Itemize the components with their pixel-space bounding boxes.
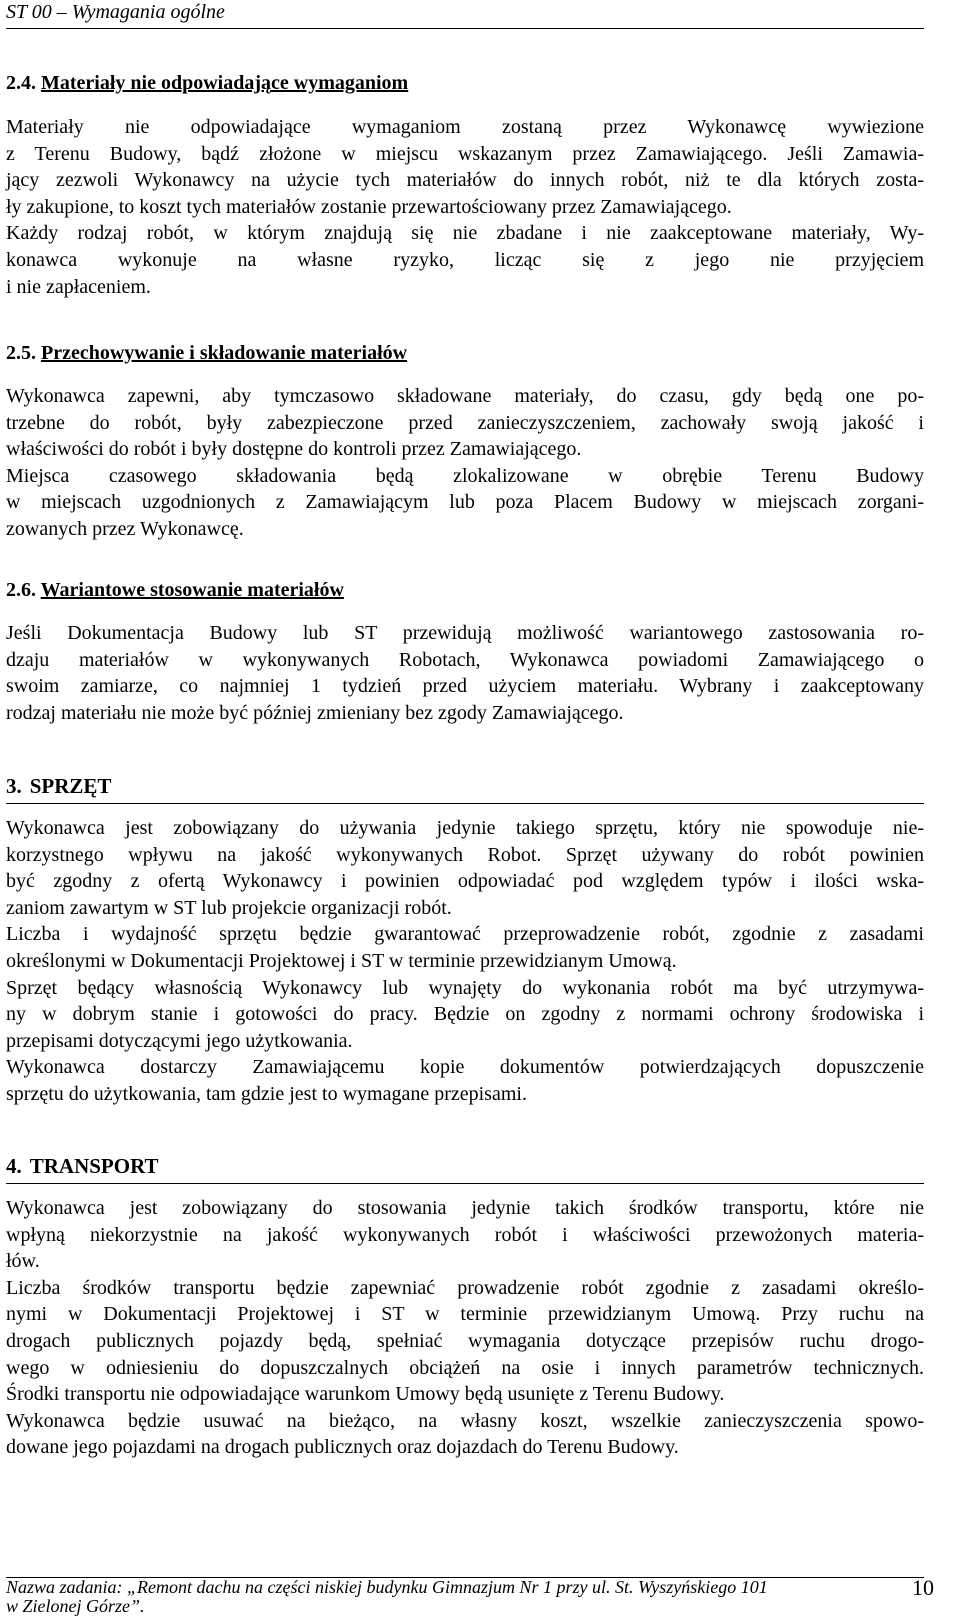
section-4-heading (6, 1153, 924, 1179)
section-2-5-heading (6, 340, 924, 366)
paragraph-line: określonymi w Dokumentacji Projektowej i ST w terminie przewidzianym Umową. (6, 949, 677, 972)
paragraph-line: Wykonawca dostarczy Zamawiającemu kopie dokumentów potwierdzających dopuszczenie (6, 1056, 924, 1079)
paragraph-line: trzebne do robót, były zabezpieczone przed zanieczyszczeniem, zachowały swoją jakość i (6, 411, 924, 434)
paragraph-line: i nie zapłaceniem. (6, 275, 151, 298)
paragraph-line: właściwości do robót i były dostępne do kontroli przez Zamawiającego. (6, 438, 582, 461)
paragraph-line: Materiały nie odpowiadające wymaganiom zostaną przez Wykonawcę wywiezione (6, 116, 924, 138)
paragraph-line: dzaju materiałów w wykonywanych Robotach, Wykonawca powiadomi Zamawiającego o (6, 648, 924, 671)
section-2-5-body (6, 383, 924, 543)
section-title: Wariantowe stosowanie materiałów (40, 579, 344, 601)
section-2-6-body (6, 620, 924, 726)
paragraph-line: Wykonawca będzie usuwać na bieżąco, na własny koszt, wszelkie zanieczyszczenia spowo- (6, 1409, 924, 1432)
paragraph-line: rodzaj materiału nie może być później zmieniany bez zgody Zamawiającego. (6, 701, 624, 724)
paragraph-line: Wykonawca jest zobowiązany do używania jedynie takiego sprzętu, który nie spowoduje nie- (6, 817, 924, 839)
running-header: ST 00 – Wymagania ogólne (6, 1, 225, 23)
paragraph-line: ny w dobrym stanie i gotowości do pracy. Będzie on zgodny z normami ochrony środowiska i (6, 1003, 924, 1026)
paragraph-line: łów. (6, 1250, 40, 1273)
footer (6, 1578, 886, 1616)
paragraph-line: Każdy rodzaj robót, w którym znajdują się nie zbadane i nie zaakceptowane materiały, Wy- (6, 222, 924, 245)
paragraph-line: Wykonawca zapewni, aby tymczasowo składowane materiały, do czasu, gdy będą one po- (6, 385, 924, 407)
paragraph-line: Wykonawca jest zobowiązany do stosowania jedynie takich środków transportu, które nie (6, 1197, 924, 1219)
section-title: Przechowywanie i składowanie materiałów (41, 342, 408, 364)
paragraph-line: wego w odniesieniu do dopuszczalnych obciążeń na osie i innych parametrów technicznych. (6, 1356, 924, 1379)
paragraph-line: korzystnego wpływu na jakość wykonywanych Robot. Sprzęt używany do robót powinien (6, 843, 924, 866)
paragraph-line: nymi w Dokumentacji Projektowej i ST w terminie przewidzianym Umową. Przy ruchu na (6, 1303, 924, 1326)
paragraph-line: ły zakupione, to koszt tych materiałów zostanie przewartościowany przez Zamawiającego. (6, 195, 732, 218)
section-4-rule (6, 1183, 924, 1184)
paragraph-line: z Terenu Budowy, bądź złożone w miejscu wskazanym przez Zamawiającego. Jeśli Zamawia- (6, 142, 924, 165)
paragraph-line: Liczba i wydajność sprzętu będzie gwarantować przeprowadzenie robót, zgodnie z zasadami (6, 923, 924, 946)
section-2-6-heading (6, 577, 924, 603)
section-4-body (6, 1195, 924, 1461)
paragraph-line: wpłyną niekorzystnie na jakość wykonywanych robót i właściwości przewożonych materia- (6, 1223, 924, 1246)
section-title: TRANSPORT (29, 1154, 159, 1178)
paragraph-line: sprzętu do użytkowania, tam gdzie jest to wymagane przepisami. (6, 1082, 527, 1105)
paragraph-line: konawca wykonuje na własne ryzyko, licząc się z jego nie przyjęciem (6, 248, 924, 271)
section-3-rule (6, 803, 924, 804)
section-2-4-heading (6, 70, 924, 96)
paragraph-line: Liczba środków transportu będzie zapewniać prowadzenie robót zgodnie z zasadami określo- (6, 1276, 924, 1299)
section-number: 2.4. (6, 72, 36, 94)
paragraph-line: drogach publicznych pojazdy będą, spełniać wymagania dotyczące przepisów ruchu drogo- (6, 1329, 924, 1352)
section-title: SPRZĘT (29, 774, 112, 798)
section-number: 4. (6, 1154, 22, 1178)
paragraph-line: w miejscach uzgodnionych z Zamawiającym lub poza Placem Budowy w miejscach zorgani- (6, 491, 924, 514)
paragraph-line: dowane jego pojazdami na drogach publicznych oraz dojazdach do Terenu Budowy. (6, 1436, 679, 1459)
footer-task-name: Nazwa zadania: „Remont dachu na części niskiej budynku Gimnazjum Nr 1 przy ul. St. Wyszyńskiego 101 (6, 1577, 768, 1597)
paragraph-line: swoim zamiarze, co najmniej 1 tydzień przed użyciem materiału. Wybrany i zaakceptowany (6, 675, 924, 698)
paragraph-line: jący zezwoli Wykonawcy na użycie tych materiałów do innych robót, niż te dla których zosta- (6, 169, 924, 192)
footer-task-name-cont: w Zielonej Górze”. (6, 1596, 145, 1616)
paragraph-line: zowanych przez Wykonawcę. (6, 517, 244, 540)
paragraph-line: zaniom zawartym w ST lub projekcie organizacji robót. (6, 896, 452, 919)
section-number: 2.6. (6, 579, 36, 601)
paragraph-line: Sprzęt będący własnością Wykonawcy lub wynajęty do wykonania robót ma być utrzymywa- (6, 976, 924, 999)
section-3-body (6, 815, 924, 1108)
section-number: 2.5. (6, 342, 36, 364)
paragraph-line: Miejsca czasowego składowania będą zlokalizowane w obrębie Terenu Budowy (6, 464, 924, 487)
page-number: 10 (912, 1575, 934, 1600)
paragraph-line: Środki transportu nie odpowiadające warunkom Umowy będą usunięte z Terenu Budowy. (6, 1383, 725, 1406)
section-2-4-body (6, 114, 924, 300)
paragraph-line: przepisami dotyczącymi jego użytkowania. (6, 1029, 353, 1052)
paragraph-line: być zgodny z ofertą Wykonawcy i powinien odpowiadać pod względem typów i ilości wska- (6, 870, 924, 893)
section-3-heading (6, 773, 924, 799)
section-title: Materiały nie odpowiadające wymaganiom (41, 72, 409, 94)
section-number: 3. (6, 774, 22, 798)
header-rule (6, 28, 924, 29)
paragraph-line: Jeśli Dokumentacja Budowy lub ST przewidują możliwość wariantowego zastosowania ro- (6, 622, 924, 644)
